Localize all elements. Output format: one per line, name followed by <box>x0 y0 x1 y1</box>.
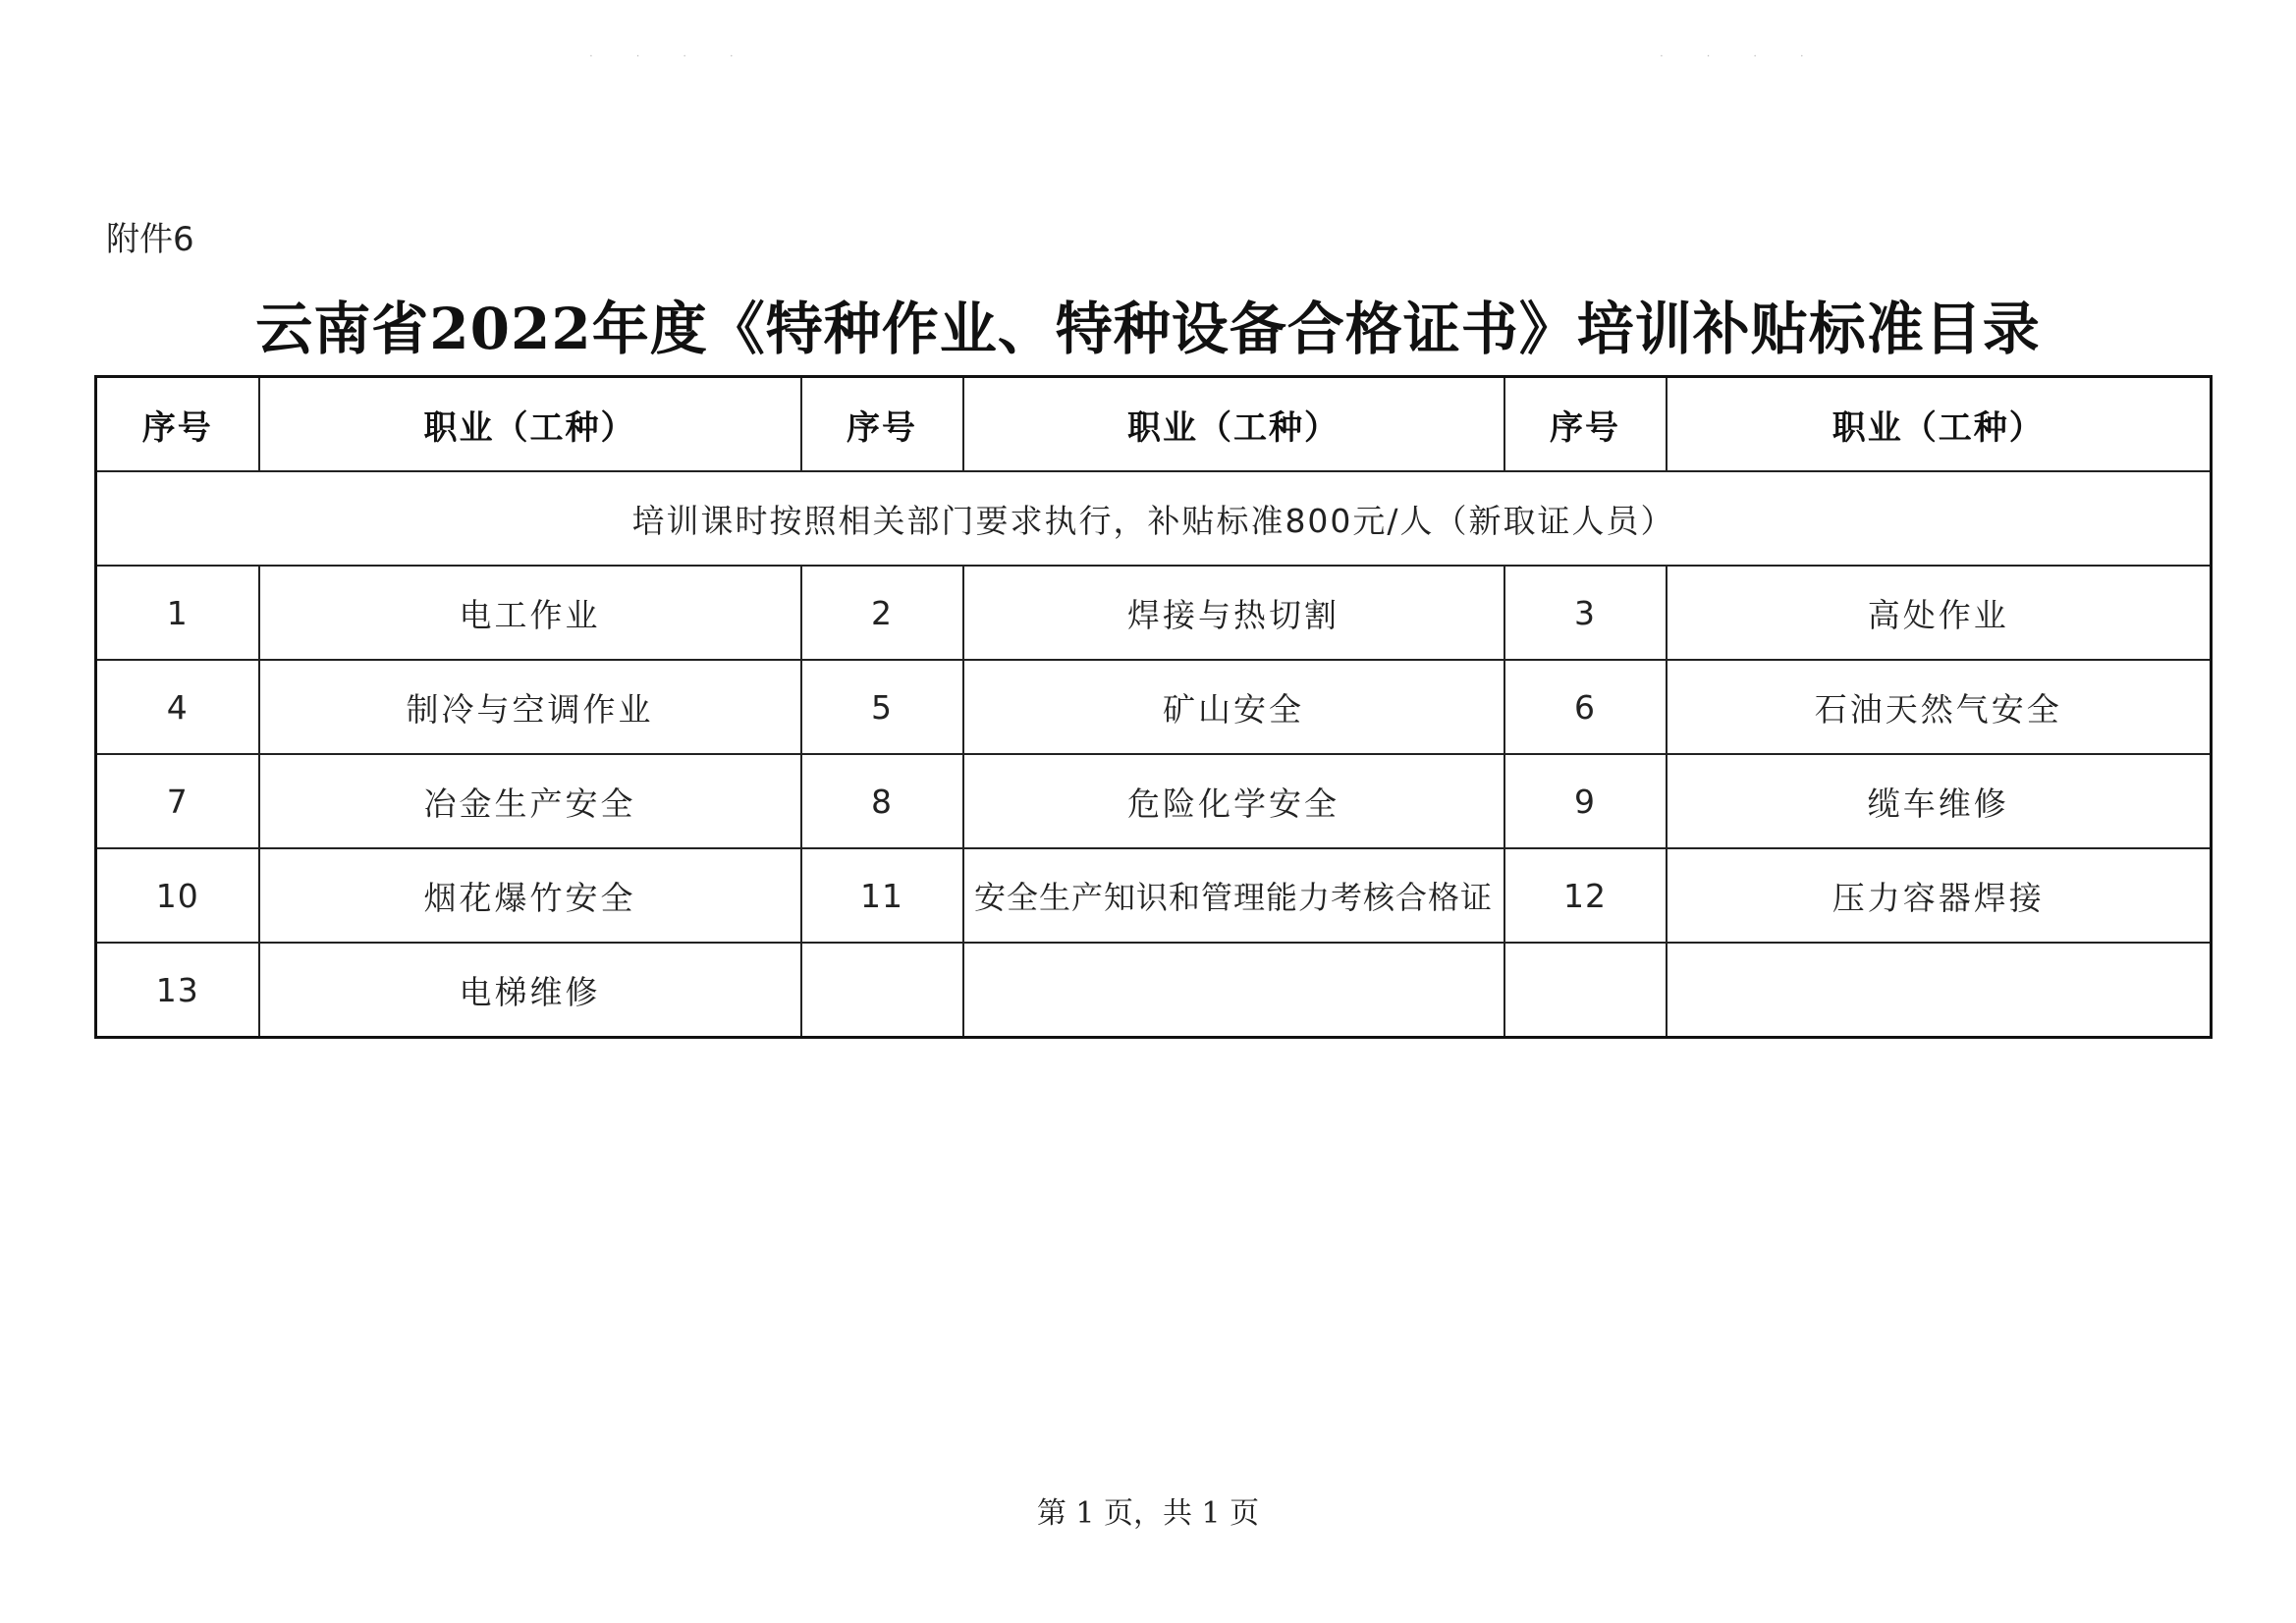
row-occupation: 电梯维修 <box>259 943 801 1038</box>
row-occupation: 焊接与热切割 <box>963 566 1504 660</box>
page-footer: 第 1 页，共 1 页 <box>1036 1496 1260 1531</box>
document-title: 云南省2022年度《特种作业、特种设备合格证书》培训补贴标准目录 <box>255 296 2041 362</box>
row-seq: 12 <box>1504 848 1667 943</box>
header-seq-2: 序号 <box>801 377 963 472</box>
header-seq-1: 序号 <box>96 377 259 472</box>
table-row <box>96 566 2212 660</box>
row-occupation: 压力容器焊接 <box>1667 848 2212 943</box>
attachment-label: 附件6 <box>106 220 194 259</box>
row-occupation: 制冷与空调作业 <box>259 660 801 754</box>
table-row <box>96 943 2212 1038</box>
row-occupation-empty <box>1667 943 2212 1038</box>
header-occupation-3: 职业（工种） <box>1667 377 2212 472</box>
row-occupation: 冶金生产安全 <box>259 754 801 848</box>
note-row <box>96 471 2212 566</box>
header-seq-3: 序号 <box>1504 377 1667 472</box>
row-seq: 8 <box>801 754 963 848</box>
table-row <box>96 660 2212 754</box>
row-seq-empty <box>1504 943 1667 1038</box>
row-seq: 3 <box>1504 566 1667 660</box>
row-occupation: 烟花爆竹安全 <box>259 848 801 943</box>
row-seq: 9 <box>1504 754 1667 848</box>
row-seq-empty <box>801 943 963 1038</box>
table-row <box>96 848 2212 943</box>
header-occupation-1: 职业（工种） <box>259 377 801 472</box>
row-seq: 13 <box>96 943 259 1038</box>
row-seq: 4 <box>96 660 259 754</box>
header-occupation-2: 职业（工种） <box>963 377 1504 472</box>
row-seq: 11 <box>801 848 963 943</box>
row-seq: 6 <box>1504 660 1667 754</box>
row-seq: 2 <box>801 566 963 660</box>
row-seq: 1 <box>96 566 259 660</box>
row-occupation: 石油天然气安全 <box>1667 660 2212 754</box>
row-seq: 5 <box>801 660 963 754</box>
scan-specks: · · · · <box>589 49 753 63</box>
row-occupation: 矿山安全 <box>963 660 1504 754</box>
row-seq: 10 <box>96 848 259 943</box>
subsidy-note: 培训课时按照相关部门要求执行，补贴标准800元/人（新取证人员） <box>96 471 2212 566</box>
row-occupation: 电工作业 <box>259 566 801 660</box>
row-occupation: 安全生产知识和管理能力考核合格证 <box>963 848 1504 943</box>
row-occupation: 危险化学安全 <box>963 754 1504 848</box>
row-seq: 7 <box>96 754 259 848</box>
table-header-row <box>96 377 2212 472</box>
row-occupation-empty <box>963 943 1504 1038</box>
scan-specks: · · · · <box>1660 49 1824 63</box>
row-occupation: 高处作业 <box>1667 566 2212 660</box>
table-row <box>96 754 2212 848</box>
subsidy-catalog-table <box>94 375 2213 1039</box>
row-occupation: 缆车维修 <box>1667 754 2212 848</box>
